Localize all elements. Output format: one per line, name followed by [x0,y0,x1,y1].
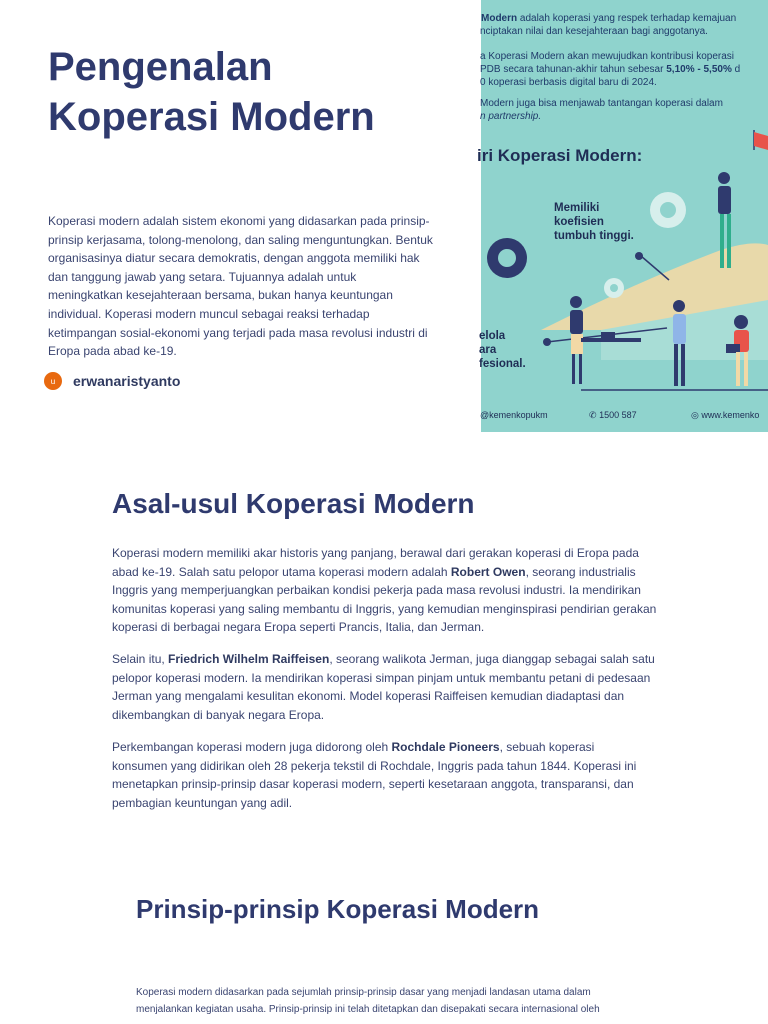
banner-line-1: Modern adalah koperasi yang respek terhadap kemajuan [481,13,737,24]
author-name[interactable]: erwanaristyanto [73,373,181,389]
banner-line-4: PDB secara tahunan-akhir tahun sebesar 5,10% - 5,50% d [480,64,741,75]
banner-line-6: Modern juga bisa menjawab tantangan koperasi dalam [480,98,723,109]
principles-heading: Prinsip-prinsip Koperasi Modern [136,894,540,924]
banner-line-3: a Koperasi Modern akan mewujudkan kontribusi koperasi [480,51,735,62]
page-title [48,42,448,142]
banner-line-5: 0 koperasi berbasis digital baru di 2024. [480,77,657,88]
page-title-line-2: Koperasi Modern [48,95,375,139]
page-title-line-1: Pengenalan [48,45,273,89]
phone-icon: ✆ [589,410,597,420]
origins-paragraph-1: Koperasi modern memiliki akar historis yang panjang, berawal dari gerakan koperasi di Eropa pada abad ke-19. Salah satu pelopor utama koperasi modern adalah Robert Owen, seorang industrialis Inggris yang memperjuangkan perbaikan kondisi pekerja pada masa revolusi industri. Ia mendirikan komunitas koperasi yang saling membantu di Inggris, yang kemudian menginspirasi pendirian gerakan koperasi di berbagai negara Eropa seperti Prancis, Italia, dan Jerman. [112,546,657,635]
globe-icon: ◎ [691,410,699,420]
banner-note-professional: elola ara fesional. [479,330,526,370]
banner-line-7: n partnership. [480,111,542,122]
banner-heading: iri Koperasi Modern: [477,146,643,165]
banner-note-growth: Memiliki koefisien tumbuh tinggi. [554,202,634,242]
banner-footer-handle: @kemenkopukm [480,410,548,420]
origins-paragraph-2: Selain itu, Friedrich Wilhelm Raiffeisen, seorang walikota Jerman, juga dianggap sebagai salah satu pelopor koperasi modern. Ia mendirikan koperasi simpan pinjam untuk membantu petani di pedesaan Jerman yang mengalami kesulitan ekonomi. Model koperasi Raiffeisen kemudian diadaptasi dan dikembangkan di banyak negara Eropa. [112,652,655,722]
principles-intro: Koperasi modern didasarkan pada sejumlah prinsip-prinsip dasar yang menjadi landasan utama dalam menjalankan kegiatan usaha. Prinsip-prinsip ini telah ditetapkan dan disepakati secara internasional oleh [136,987,600,1015]
origins-paragraph-3: Perkembangan koperasi modern juga didorong oleh Rochdale Pioneers, sebuah koperasi konsumen yang didirikan oleh 28 pekerja tekstil di Rochdale, Inggris pada tahun 1844. Koperasi ini menetapkan prinsip-prinsip dasar koperasi modern, seperti kesetaraan anggota, transparansi, dan pembagian keuntungan yang adil. [112,740,637,810]
banner-line-2: nciptakan nilai dan kesejahteraan bagi anggotanya. [480,26,708,37]
avatar[interactable]: u [44,372,62,390]
banner-footer-phone: ✆ 1500 587 [589,410,637,420]
intro-paragraph: Koperasi modern adalah sistem ekonomi yang didasarkan pada prinsip-prinsip kerjasama, tolong-menolong, dan saling menguntungkan. Bentuk organisasinya diatur secara demokratis, dengan anggota memiliki hak dan tanggung jawab yang setara. Tujuannya adalah untuk meningkatkan kesejahteraan bersama, bukan hanya keuntungan individual. Koperasi modern muncul sebagai reaksi terhadap ketimpangan sosial-ekonomi yang terjadi pada masa revolusi industri di Eropa pada abad ke-19. [48,214,433,359]
banner-footer-web: ◎ www.kemenko [691,410,760,420]
origins-heading: Asal-usul Koperasi Modern [112,488,475,519]
author-byline[interactable] [44,372,180,390]
infographic-image [477,0,768,432]
